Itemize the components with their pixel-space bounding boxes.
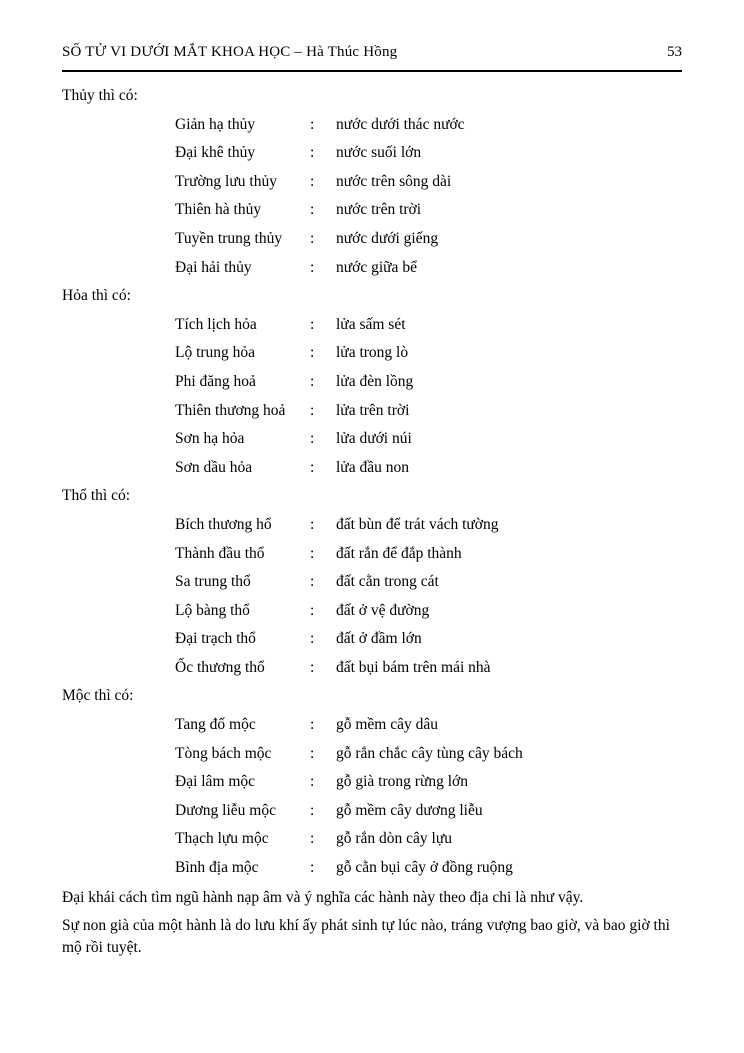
term: Thành đầu thổ [175,544,265,562]
term: Sa trung thổ [175,573,251,591]
colon-separator: : [310,601,315,619]
colon-separator: : [310,773,315,791]
term: Sơn hạ hỏa [175,430,245,448]
colon-separator: : [310,115,315,133]
definition: lửa sấm sét [336,315,406,333]
colon-separator: : [310,801,315,819]
term: Thiên thương hoả [175,401,286,419]
colon-separator: : [310,430,315,448]
list-item [62,397,682,426]
definition: đất rắn để đắp thành [336,544,462,562]
colon-separator: : [310,315,315,333]
colon-separator: : [310,229,315,247]
colon-separator: : [310,344,315,362]
definition: nước giữa bể [336,258,417,276]
term: Tòng bách mộc [175,744,272,762]
term: Tang đố mộc [175,716,256,734]
colon-separator: : [310,573,315,591]
term: Đại khê thủy [175,144,256,162]
colon-separator: : [310,515,315,533]
list-item [62,139,682,168]
definition: đất ở vệ đường [336,601,430,619]
definition: nước dưới thác nước [336,115,465,133]
list-item [62,339,682,368]
list-item [62,854,682,883]
list-item [62,196,682,225]
term: Lộ bàng thổ [175,601,250,619]
colon-separator: : [310,859,315,877]
list-item [62,654,682,683]
page-header [62,44,682,72]
definition: gỗ mềm cây dâu [336,716,439,734]
term: Đại hải thủy [175,258,252,276]
colon-separator: : [310,830,315,848]
term: Bích thương hổ [175,515,272,533]
section-heading-thuy: Thủy thì có: [62,87,138,104]
list-item [62,625,682,654]
list-item [62,825,682,854]
colon-separator: : [310,372,315,390]
definition: nước trên sông dài [336,172,452,190]
colon-separator: : [310,401,315,419]
paragraph: Sự non già của một hành là do lưu khí ấy phát sinh tự lúc nào, tráng vượng bao giờ, và bao giờ thì mộ rồi tuyệt. [62,917,670,956]
definition: lửa trong lò [336,344,409,362]
term: Trường lưu thủy [175,172,277,190]
list-item [62,168,682,197]
list-item [62,425,682,454]
section-heading-tho: Thổ thì có: [62,487,131,505]
definition: gỗ rắn dòn cây lựu [336,830,453,848]
term: Tuyền trung thủy [175,229,283,247]
list-item [62,768,682,797]
paragraph: Đại khái cách tìm ngũ hành nạp âm và ý nghĩa các hành này theo địa chi là như vậy. [62,888,584,906]
colon-separator: : [310,716,315,734]
list-item [62,740,682,769]
definition: gỗ cằn bụi cây ở đồng ruộng [336,859,513,877]
section-heading-hoa: Hỏa thì có: [62,287,131,305]
colon-separator: : [310,172,315,190]
colon-separator: : [310,658,315,676]
definition-lists [62,82,682,883]
list-item [62,540,682,569]
definition: gỗ rắn chắc cây tùng cây bách [336,744,523,762]
term: Đại trạch thổ [175,630,256,648]
definition: đất bùn để trát vách tường [336,515,499,533]
definition: gỗ mềm cây dương liễu [336,801,483,819]
list-item [62,597,682,626]
definition: đất ở đầm lớn [336,630,422,648]
definition: nước suối lớn [336,144,422,162]
term: Dương liễu mộc [175,801,276,819]
colon-separator: : [310,630,315,648]
list-item [62,368,682,397]
term: Sơn dầu hỏa [175,458,253,476]
list-item [62,711,682,740]
colon-separator: : [310,258,315,276]
definition: lửa đèn lồng [336,372,414,390]
definition: nước trên trời [336,201,422,219]
section-heading-moc: Mộc thì có: [62,687,134,705]
list-item [62,797,682,826]
term: Tích lịch hỏa [175,315,257,333]
list-item [62,454,682,483]
definition: lửa dưới núi [336,430,412,448]
term: Thạch lựu mộc [175,830,269,848]
definition: nước dưới giếng [336,229,439,247]
colon-separator: : [310,744,315,762]
list-item [62,254,682,283]
running-head-title: SỐ TỬ VI DƯỚI MẮT KHOA HỌC – Hà Thúc Hồng [62,44,398,60]
list-item [62,225,682,254]
list-item [62,111,682,140]
definition: đất cằn trong cát [336,573,439,591]
term: Ốc thương thổ [175,658,265,676]
definition: đất bụi bám trên mái nhà [336,658,491,676]
list-item [62,511,682,540]
term: Bình địa mộc [175,859,259,877]
colon-separator: : [310,144,315,162]
definition: gỗ già trong rừng lớn [336,773,468,791]
colon-separator: : [310,544,315,562]
definition: lửa đầu non [336,458,409,476]
term: Đại lâm mộc [175,773,256,791]
term: Thiên hà thủy [175,201,262,219]
colon-separator: : [310,458,315,476]
term: Phi đăng hoả [175,372,256,390]
page-number: 53 [667,44,682,60]
list-item [62,311,682,340]
term: Lộ trung hỏa [175,344,256,362]
definition: lửa trên trời [336,401,410,419]
colon-separator: : [310,201,315,219]
term: Giản hạ thủy [175,115,256,133]
closing-paragraphs [62,887,682,959]
list-item [62,568,682,597]
